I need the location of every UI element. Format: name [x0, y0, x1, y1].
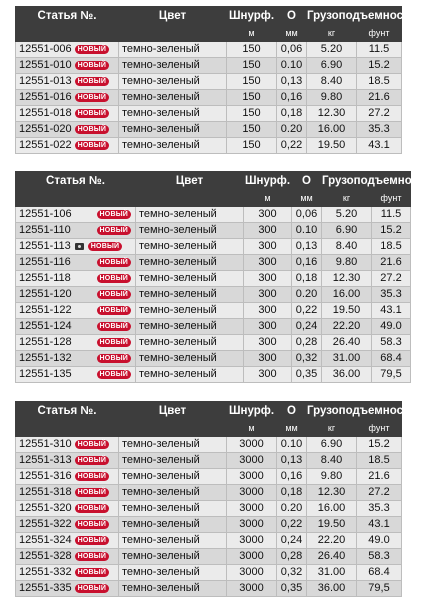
article-cell: [16, 469, 119, 485]
new-badge: НОВЫЙ: [97, 338, 131, 347]
subheader-kg-unit: кг: [307, 421, 357, 437]
article-number: 12551-124: [19, 320, 72, 332]
product-table-2: [15, 171, 431, 383]
load-kg-cell: 16.00: [322, 287, 372, 303]
table-row: [16, 453, 402, 469]
subheader-lb-unit: фунт: [357, 26, 402, 42]
diameter-cell: 0,32: [277, 565, 307, 581]
load-kg-cell: 26.40: [322, 335, 372, 351]
new-badge: НОВЫЙ: [75, 77, 109, 86]
article-number: 12551-324: [19, 534, 72, 546]
color-cell: темно-зеленый: [119, 453, 227, 469]
length-cell: 3000: [227, 437, 277, 453]
article-number: 12551-006: [19, 43, 72, 55]
load-lb-cell: 21.6: [372, 255, 411, 271]
diameter-cell: 0,28: [292, 335, 322, 351]
subheader-empty: [119, 26, 227, 42]
article-cell: [16, 239, 136, 255]
table-row: [16, 223, 411, 239]
color-cell: темно-зеленый: [119, 58, 227, 74]
load-kg-cell: 16.00: [307, 122, 357, 138]
diameter-cell: 0.10: [277, 58, 307, 74]
load-lb-cell: 79,5: [357, 581, 402, 597]
header-color: Цвет: [136, 172, 244, 191]
new-badge: НОВЫЙ: [75, 552, 109, 561]
header-article: Статья №.: [16, 7, 119, 26]
header-o: О: [277, 402, 307, 421]
color-cell: темно-зеленый: [119, 581, 227, 597]
color-cell: темно-зеленый: [119, 549, 227, 565]
new-badge: НОВЫЙ: [75, 456, 109, 465]
load-kg-cell: 19.50: [307, 138, 357, 154]
load-kg-cell: 6.90: [322, 223, 372, 239]
article-number: 12551-020: [19, 123, 72, 135]
header-load: Грузоподъемность: [322, 172, 411, 191]
color-cell: темно-зеленый: [119, 485, 227, 501]
length-cell: 150: [227, 122, 277, 138]
table-row: [16, 287, 411, 303]
load-lb-cell: 15.2: [357, 437, 402, 453]
article-cell: [16, 122, 119, 138]
length-cell: 150: [227, 58, 277, 74]
length-cell: 3000: [227, 549, 277, 565]
table-row: [16, 517, 402, 533]
article-number: 12551-132: [19, 352, 72, 364]
new-badge: НОВЫЙ: [75, 45, 109, 54]
load-lb-cell: 11.5: [372, 207, 411, 223]
table-row: [16, 271, 411, 287]
article-number: 12551-110: [19, 224, 71, 236]
table-row: [16, 581, 402, 597]
color-cell: темно-зеленый: [119, 42, 227, 58]
table-row: [16, 351, 411, 367]
article-cell: [16, 223, 136, 239]
subheader-empty: [119, 421, 227, 437]
diameter-cell: 0.20: [292, 287, 322, 303]
color-cell: темно-зеленый: [136, 271, 244, 287]
load-lb-cell: 35.3: [357, 501, 402, 517]
color-cell: темно-зеленый: [136, 287, 244, 303]
article-number: 12551-335: [19, 582, 72, 594]
camera-icon[interactable]: [75, 243, 84, 250]
load-kg-cell: 5.20: [307, 42, 357, 58]
length-cell: 3000: [227, 565, 277, 581]
article-number: 12551-013: [19, 75, 72, 87]
diameter-cell: 0,18: [292, 271, 322, 287]
table-row: [16, 565, 402, 581]
article-number: 12551-016: [19, 91, 72, 103]
load-kg-cell: 9.80: [307, 469, 357, 485]
product-table-3: [15, 401, 416, 597]
article-number: 12551-018: [19, 107, 72, 119]
load-kg-cell: 12.30: [307, 485, 357, 501]
header-load: Грузоподъемность: [307, 402, 402, 421]
color-cell: темно-зеленый: [136, 255, 244, 271]
article-cell: [16, 351, 136, 367]
article-cell: [16, 287, 136, 303]
color-cell: темно-зеленый: [136, 223, 244, 239]
new-badge: НОВЫЙ: [97, 354, 131, 363]
load-kg-cell: 22.20: [307, 533, 357, 549]
new-badge: НОВЫЙ: [88, 242, 122, 251]
new-badge: НОВЫЙ: [75, 440, 109, 449]
article-number: 12551-322: [19, 518, 72, 530]
new-badge: НОВЫЙ: [97, 370, 131, 379]
new-badge: НОВЫЙ: [75, 141, 109, 150]
header-cord: Шнурф.: [227, 7, 277, 26]
color-cell: темно-зеленый: [136, 319, 244, 335]
length-cell: 300: [244, 287, 292, 303]
length-cell: 3000: [227, 533, 277, 549]
article-cell: [16, 335, 136, 351]
color-cell: темно-зеленый: [119, 90, 227, 106]
table-row: [16, 469, 402, 485]
subheader-kg-unit: кг: [307, 26, 357, 42]
diameter-cell: 0,22: [277, 517, 307, 533]
article-cell: [16, 517, 119, 533]
article-number: 12551-320: [19, 502, 72, 514]
load-kg-cell: 6.90: [307, 58, 357, 74]
length-cell: 150: [227, 74, 277, 90]
new-badge: НОВЫЙ: [97, 226, 131, 235]
article-number: 12551-116: [19, 256, 71, 268]
load-lb-cell: 49.0: [357, 533, 402, 549]
load-kg-cell: 16.00: [307, 501, 357, 517]
length-cell: 3000: [227, 581, 277, 597]
color-cell: темно-зеленый: [136, 303, 244, 319]
article-cell: [16, 90, 119, 106]
length-cell: 300: [244, 255, 292, 271]
header-article: Статья №.: [16, 402, 119, 421]
article-number: 12551-310: [19, 438, 72, 450]
new-badge: НОВЫЙ: [97, 306, 131, 315]
length-cell: 300: [244, 239, 292, 255]
length-cell: 3000: [227, 517, 277, 533]
new-badge: НОВЫЙ: [75, 61, 109, 70]
color-cell: темно-зеленый: [119, 437, 227, 453]
length-cell: 150: [227, 90, 277, 106]
article-number: 12551-128: [19, 336, 72, 348]
diameter-cell: 0,22: [277, 138, 307, 154]
load-kg-cell: 36.00: [307, 581, 357, 597]
length-cell: 300: [244, 223, 292, 239]
length-cell: 3000: [227, 453, 277, 469]
load-kg-cell: 31.00: [307, 565, 357, 581]
load-lb-cell: 15.2: [372, 223, 411, 239]
color-cell: темно-зеленый: [136, 207, 244, 223]
length-cell: 300: [244, 303, 292, 319]
load-kg-cell: 9.80: [307, 90, 357, 106]
subheader-o-unit: мм: [292, 191, 322, 207]
load-lb-cell: 58.3: [357, 549, 402, 565]
diameter-cell: 0.20: [277, 122, 307, 138]
article-number: 12551-106: [19, 208, 72, 220]
load-lb-cell: 35.3: [357, 122, 402, 138]
color-cell: темно-зеленый: [136, 367, 244, 383]
length-cell: 150: [227, 106, 277, 122]
table-row: [16, 303, 411, 319]
new-badge: НОВЫЙ: [75, 93, 109, 102]
load-kg-cell: 8.40: [307, 74, 357, 90]
load-kg-cell: 6.90: [307, 437, 357, 453]
diameter-cell: 0,22: [292, 303, 322, 319]
new-badge: НОВЫЙ: [97, 322, 131, 331]
subheader-empty: [16, 26, 119, 42]
load-lb-cell: 49.0: [372, 319, 411, 335]
color-cell: темно-зеленый: [136, 335, 244, 351]
article-number: 12551-022: [19, 139, 72, 151]
table-row: [16, 335, 411, 351]
article-number: 12551-113: [19, 240, 71, 252]
load-lb-cell: 43.1: [357, 517, 402, 533]
load-lb-cell: 68.4: [372, 351, 411, 367]
header-color: Цвет: [119, 7, 227, 26]
length-cell: 3000: [227, 485, 277, 501]
article-cell: [16, 533, 119, 549]
new-badge: НОВЫЙ: [97, 258, 131, 267]
new-badge: НОВЫЙ: [75, 536, 109, 545]
subheader-cord-unit: м: [244, 191, 292, 207]
length-cell: 300: [244, 351, 292, 367]
color-cell: темно-зеленый: [136, 351, 244, 367]
diameter-cell: 0,06: [277, 42, 307, 58]
length-cell: 300: [244, 319, 292, 335]
article-number: 12551-135: [19, 368, 72, 380]
header-article: Статья №.: [16, 172, 136, 191]
load-kg-cell: 12.30: [307, 106, 357, 122]
diameter-cell: 0,13: [292, 239, 322, 255]
load-lb-cell: 68.4: [357, 565, 402, 581]
table-row: [16, 255, 411, 271]
load-kg-cell: 8.40: [307, 453, 357, 469]
new-badge: НОВЫЙ: [75, 472, 109, 481]
new-badge: НОВЫЙ: [97, 290, 131, 299]
new-badge: НОВЫЙ: [75, 109, 109, 118]
load-kg-cell: 19.50: [322, 303, 372, 319]
load-lb-cell: 58.3: [372, 335, 411, 351]
load-kg-cell: 5.20: [322, 207, 372, 223]
diameter-cell: 0,35: [277, 581, 307, 597]
color-cell: темно-зеленый: [119, 74, 227, 90]
color-cell: темно-зеленый: [119, 138, 227, 154]
new-badge: НОВЫЙ: [75, 125, 109, 134]
load-lb-cell: 79,5: [372, 367, 411, 383]
diameter-cell: 0,13: [277, 453, 307, 469]
subheader-lb-unit: фунт: [357, 421, 402, 437]
load-lb-cell: 18.5: [357, 74, 402, 90]
table-row: [16, 58, 402, 74]
length-cell: 300: [244, 207, 292, 223]
header-cord: Шнурф.: [227, 402, 277, 421]
diameter-cell: 0,13: [277, 74, 307, 90]
new-badge: НОВЫЙ: [75, 520, 109, 529]
article-cell: [16, 138, 119, 154]
table-row: [16, 485, 402, 501]
load-kg-cell: 26.40: [307, 549, 357, 565]
load-kg-cell: 8.40: [322, 239, 372, 255]
load-lb-cell: 21.6: [357, 469, 402, 485]
header-load: Грузоподъемность: [307, 7, 402, 26]
article-cell: [16, 255, 136, 271]
table-row: [16, 122, 402, 138]
subheader-o-unit: мм: [277, 26, 307, 42]
color-cell: темно-зеленый: [136, 239, 244, 255]
load-lb-cell: 18.5: [357, 453, 402, 469]
color-cell: темно-зеленый: [119, 501, 227, 517]
article-cell: [16, 42, 119, 58]
load-lb-cell: 27.2: [357, 106, 402, 122]
subheader-o-unit: мм: [277, 421, 307, 437]
article-cell: [16, 501, 119, 517]
article-cell: [16, 303, 136, 319]
table-row: [16, 367, 411, 383]
table-row: [16, 319, 411, 335]
article-cell: [16, 367, 136, 383]
subheader-cord-unit: м: [227, 26, 277, 42]
color-cell: темно-зеленый: [119, 469, 227, 485]
article-cell: [16, 207, 136, 223]
diameter-cell: 0.20: [277, 501, 307, 517]
load-kg-cell: 22.20: [322, 319, 372, 335]
article-number: 12551-318: [19, 486, 72, 498]
table-row: [16, 138, 402, 154]
new-badge: НОВЫЙ: [75, 488, 109, 497]
article-cell: [16, 485, 119, 501]
load-lb-cell: 35.3: [372, 287, 411, 303]
color-cell: темно-зеленый: [119, 122, 227, 138]
article-cell: [16, 58, 119, 74]
article-cell: [16, 581, 119, 597]
subheader-empty: [136, 191, 244, 207]
table-row: [16, 207, 411, 223]
article-cell: [16, 271, 136, 287]
load-kg-cell: 19.50: [307, 517, 357, 533]
diameter-cell: 0.10: [292, 223, 322, 239]
color-cell: темно-зеленый: [119, 533, 227, 549]
color-cell: темно-зеленый: [119, 106, 227, 122]
article-cell: [16, 319, 136, 335]
length-cell: 300: [244, 367, 292, 383]
article-cell: [16, 565, 119, 581]
diameter-cell: 0,16: [277, 90, 307, 106]
load-lb-cell: 27.2: [372, 271, 411, 287]
load-lb-cell: 43.1: [357, 138, 402, 154]
subheader-empty: [16, 421, 119, 437]
subheader-cord-unit: м: [227, 421, 277, 437]
length-cell: 300: [244, 335, 292, 351]
diameter-cell: 0,35: [292, 367, 322, 383]
header-o: О: [292, 172, 322, 191]
header-cord: Шнурф.: [244, 172, 292, 191]
product-table-1: [15, 6, 416, 154]
article-cell: [16, 437, 119, 453]
diameter-cell: 0,24: [292, 319, 322, 335]
subheader-empty: [16, 191, 136, 207]
diameter-cell: 0,16: [277, 469, 307, 485]
article-number: 12551-313: [19, 454, 72, 466]
subheader-kg-unit: кг: [322, 191, 372, 207]
diameter-cell: 0,28: [277, 549, 307, 565]
article-cell: [16, 453, 119, 469]
diameter-cell: 0,18: [277, 106, 307, 122]
article-number: 12551-316: [19, 470, 72, 482]
article-number: 12551-332: [19, 566, 72, 578]
article-cell: [16, 74, 119, 90]
new-badge: НОВЫЙ: [75, 568, 109, 577]
color-cell: темно-зеленый: [119, 565, 227, 581]
diameter-cell: 0,24: [277, 533, 307, 549]
length-cell: 150: [227, 138, 277, 154]
load-kg-cell: 12.30: [322, 271, 372, 287]
article-number: 12551-328: [19, 550, 72, 562]
article-cell: [16, 549, 119, 565]
diameter-cell: 0,32: [292, 351, 322, 367]
load-lb-cell: 18.5: [372, 239, 411, 255]
new-badge: НОВЫЙ: [97, 274, 131, 283]
article-number: 12551-010: [19, 59, 72, 71]
table-row: [16, 533, 402, 549]
article-number: 12551-122: [19, 304, 72, 316]
diameter-cell: 0,06: [292, 207, 322, 223]
diameter-cell: 0,16: [292, 255, 322, 271]
new-badge: НОВЫЙ: [97, 210, 131, 219]
load-lb-cell: 21.6: [357, 90, 402, 106]
diameter-cell: 0.10: [277, 437, 307, 453]
load-lb-cell: 15.2: [357, 58, 402, 74]
load-kg-cell: 31.00: [322, 351, 372, 367]
length-cell: 3000: [227, 501, 277, 517]
table-row: [16, 549, 402, 565]
table-row: [16, 90, 402, 106]
color-cell: темно-зеленый: [119, 517, 227, 533]
new-badge: НОВЫЙ: [75, 504, 109, 513]
load-lb-cell: 27.2: [357, 485, 402, 501]
length-cell: 150: [227, 42, 277, 58]
load-kg-cell: 36.00: [322, 367, 372, 383]
table-row: [16, 239, 411, 255]
article-number: 12551-120: [19, 288, 72, 300]
table-row: [16, 106, 402, 122]
diameter-cell: 0,18: [277, 485, 307, 501]
subheader-lb-unit: фунт: [372, 191, 411, 207]
length-cell: 3000: [227, 469, 277, 485]
header-color: Цвет: [119, 402, 227, 421]
new-badge: НОВЫЙ: [75, 584, 109, 593]
load-lb-cell: 43.1: [372, 303, 411, 319]
table-row: [16, 74, 402, 90]
load-lb-cell: 11.5: [357, 42, 402, 58]
length-cell: 300: [244, 271, 292, 287]
load-kg-cell: 9.80: [322, 255, 372, 271]
table-row: [16, 42, 402, 58]
table-row: [16, 437, 402, 453]
article-cell: [16, 106, 119, 122]
table-row: [16, 501, 402, 517]
header-o: О: [277, 7, 307, 26]
article-number: 12551-118: [19, 272, 71, 284]
